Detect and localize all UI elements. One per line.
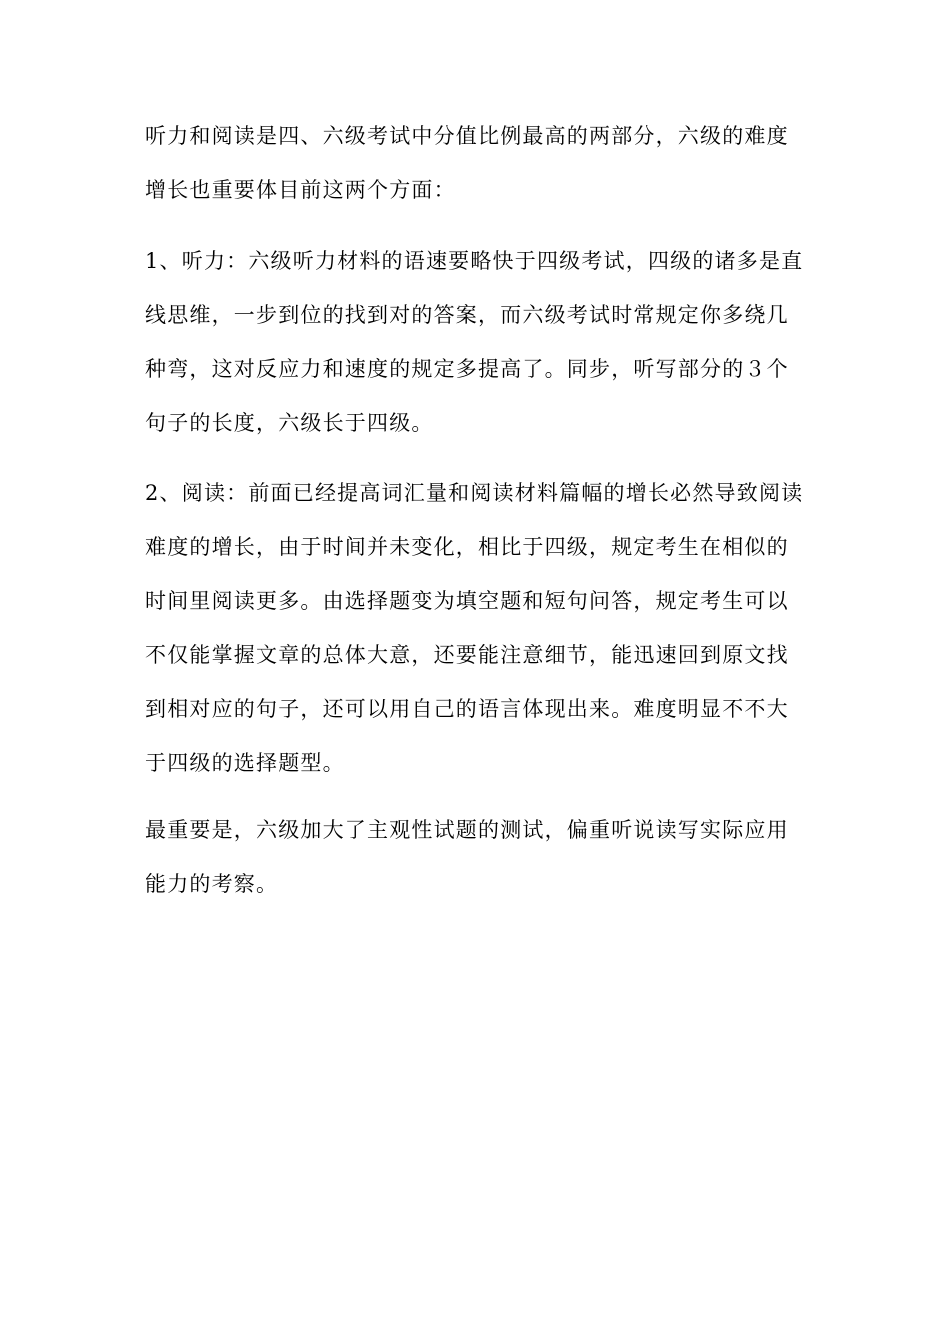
text-line: 难度的增长，由于时间并未变化，相比于四级，规定考生在相似的 xyxy=(145,535,789,559)
text-line: 句子的长度，六级长于四级。 xyxy=(145,411,434,435)
paragraph-listening xyxy=(145,234,807,450)
paragraph-conclusion xyxy=(145,803,807,911)
text-line: 增长也重要体目前这两个方面： xyxy=(145,178,456,202)
text-line: 听力和阅读是四、六级考试中分值比例最高的两部分，六级的难度 xyxy=(145,124,789,148)
text-line: 到相对应的句子，还可以用自己的语言体现出来。难度明显不不大 xyxy=(145,697,789,721)
text-line: 时间里阅读更多。由选择题变为填空题和短句问答，规定考生可以 xyxy=(145,589,789,613)
text-line: 于四级的选择题型。 xyxy=(145,751,345,775)
text-line: 能力的考察。 xyxy=(145,872,279,896)
text-line: 2、阅读：前面已经提高词汇量和阅读材料篇幅的增长必然导致阅读 xyxy=(145,481,804,505)
text-line: 线思维，一步到位的找到对的答案，而六级考试时常规定你多绕几 xyxy=(145,303,789,327)
text-line: 种弯，这对反应力和速度的规定多提高了。同步，听写部分的３个 xyxy=(145,357,789,381)
text-line: 不仅能掌握文章的总体大意，还要能注意细节，能迅速回到原文找 xyxy=(145,643,789,667)
paragraph-reading xyxy=(145,466,807,790)
text-line: 1、听力：六级听力材料的语速要略快于四级考试，四级的诸多是直 xyxy=(145,249,804,273)
text-line: 最重要是，六级加大了主观性试题的测试，偏重听说读写实际应用 xyxy=(145,818,789,842)
paragraph-intro xyxy=(145,109,807,217)
